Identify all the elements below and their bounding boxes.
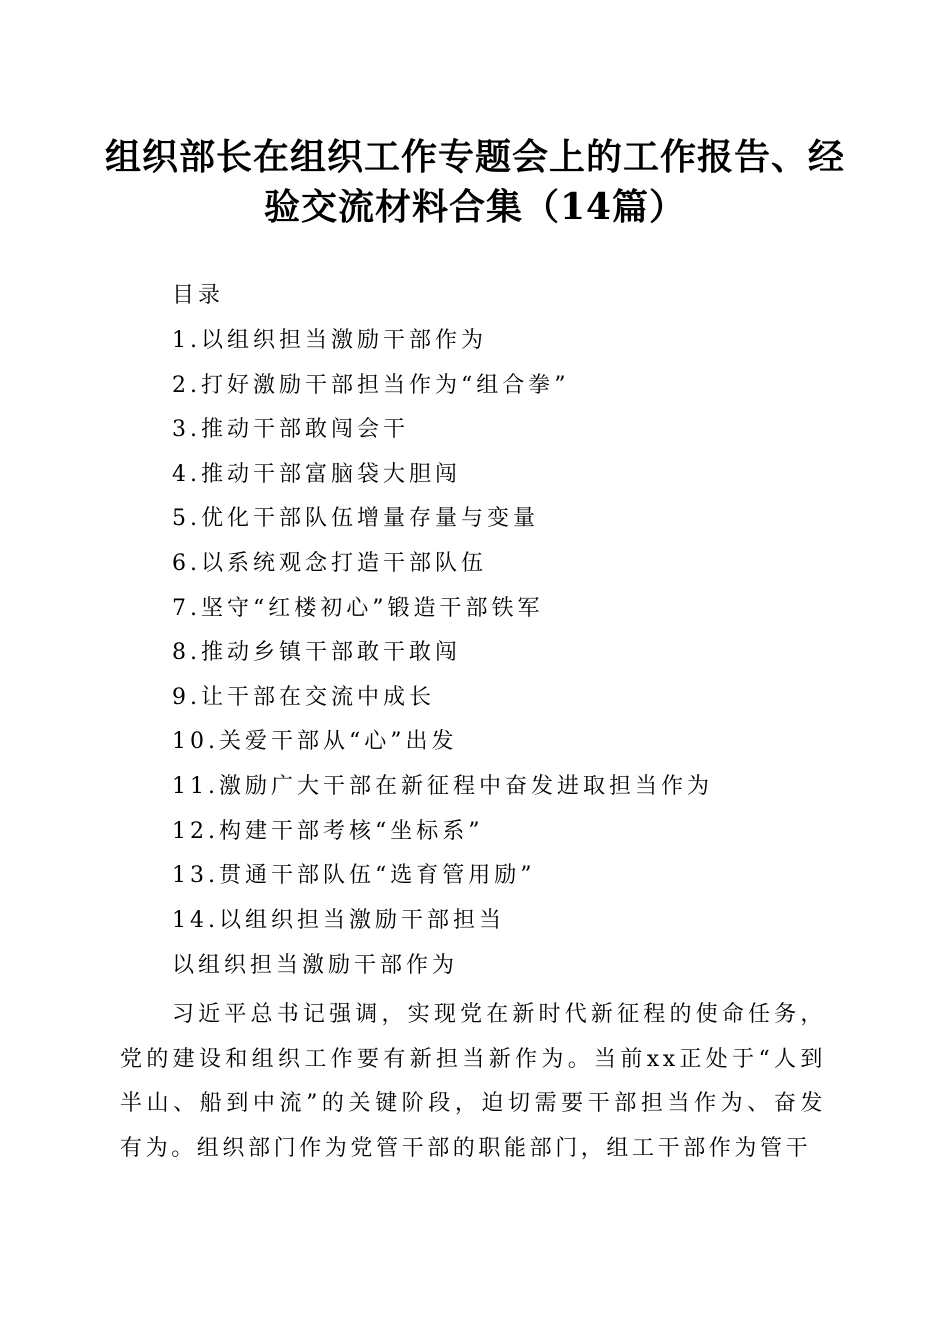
toc-item: 8.推动乡镇干部敢干敢闯: [172, 640, 461, 666]
toc-item: 9.让干部在交流中成长: [172, 684, 435, 710]
toc-item: 1.以组织担当激励干部作为: [172, 328, 487, 353]
document-title: [100, 132, 850, 232]
toc-item: 12.构建干部考核“坐标系”: [172, 818, 484, 844]
toc-item: 2.打好激励干部担当作为“组合拳”: [172, 372, 570, 398]
toc-item: 3.推动干部敢闯会干: [172, 417, 409, 443]
table-of-contents: [172, 325, 713, 949]
toc-item: 14.以组织担当激励干部担当: [172, 907, 505, 933]
document-title-line-2: 验交流材料合集（14篇）: [263, 186, 687, 228]
toc-item: 6.以系统观念打造干部队伍: [172, 550, 487, 576]
body-paragraph: 习近平总书记强调，实现党在新时代新征程的使命任务，党的建设和组织工作要有新担当新作为。当前xx正处于“人到半山、船到中流”的关键阶段，迫切需要干部担当作为、奋发有为。组织部门作为党管干部的职能部门，组工干部作为管干: [120, 1002, 826, 1161]
toc-item: 11.激励广大干部在新征程中奋发进取担当作为: [172, 773, 713, 799]
toc-item: 13.贯通干部队伍“选育管用励”: [172, 863, 536, 889]
toc-item: 5.优化干部队伍增量存量与变量: [172, 506, 539, 532]
section-title: 以组织担当激励干部作为: [172, 953, 459, 978]
toc-item: 10.关爱干部从“心”出发: [172, 729, 458, 755]
toc-item: 4.推动干部富脑袋大胆闯: [172, 461, 461, 487]
toc-item: 7.坚守“红楼初心”锻造干部铁军: [172, 595, 544, 621]
toc-heading: 目录: [172, 283, 225, 308]
document-title-line-1: 组织部长在组织工作专题会上的工作报告、经: [104, 136, 845, 178]
